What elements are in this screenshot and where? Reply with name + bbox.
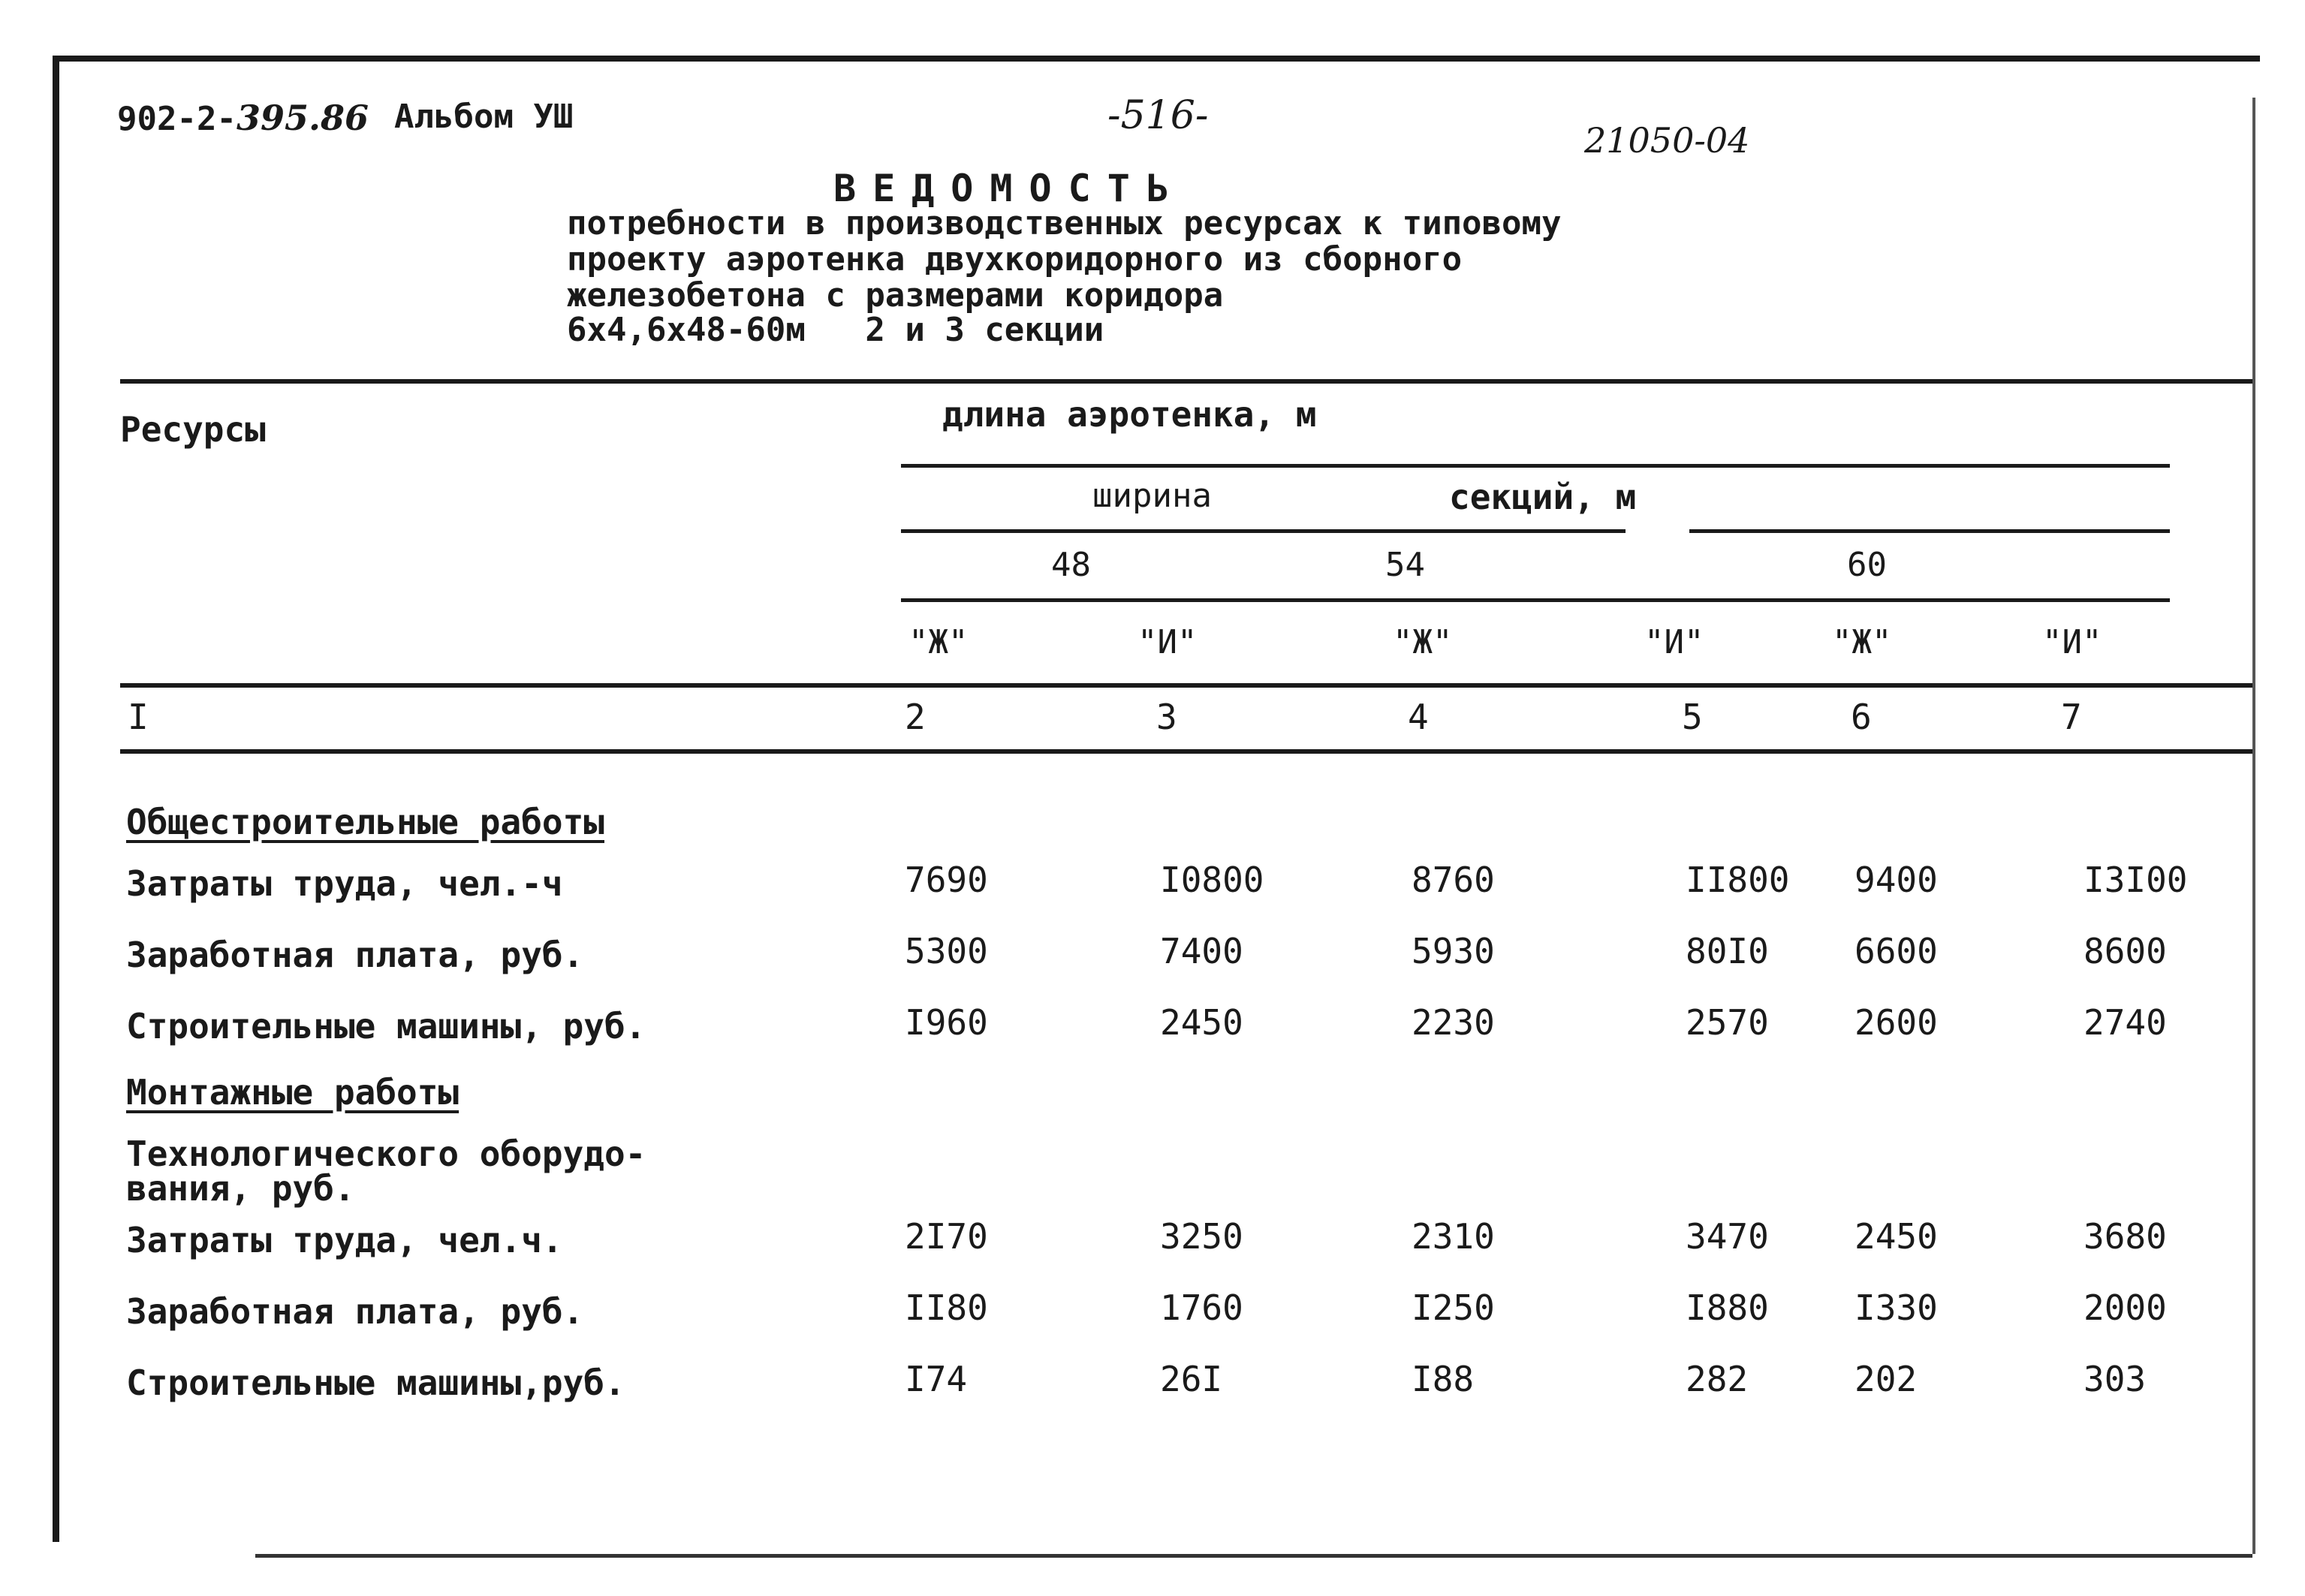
table-cell: 2000 [2084,1287,2167,1328]
length-header: длина аэротенка, м [942,394,1317,435]
table-cell: 2310 [1412,1216,1495,1257]
sections-header: секций, м [1449,477,1637,517]
group-48: 48 [1051,546,1091,584]
subtitle-line-1: потребности в производственных ресурсах к типовому [567,204,1562,242]
subcol-header-4: "Ж" [1393,623,1453,661]
row-label: Затраты труда, чел.ч. [126,1220,563,1260]
table-cell: 2450 [1160,1002,1243,1043]
document-code [117,98,369,138]
table-cell: 282 [1686,1359,1749,1399]
document-number: 21050-04 [1584,120,1750,161]
table-cell: II80 [905,1287,988,1328]
width-underline-left [901,529,1626,533]
table-cell: 8600 [2084,931,2167,971]
column-number-1: I [128,697,149,737]
frame-bottom-border [255,1554,2252,1558]
code-handwritten: 395.86 [236,98,369,138]
header-bottom-rule [120,683,2252,688]
subtitle-line-2: проекту аэротенка двухкоридорного из сборного [567,240,1463,279]
width-header: ширина [1092,477,1212,515]
table-cell: 303 [2084,1359,2147,1399]
resources-header: Ресурсы [120,409,266,450]
section-note-line-1: Технологического оборудо- [126,1134,646,1174]
subcol-header-7: "И" [2042,623,2102,661]
table-cell: 3680 [2084,1216,2167,1257]
column-number-7: 7 [2061,697,2082,737]
group-60: 60 [1847,546,1887,584]
table-cell: 3470 [1686,1216,1769,1257]
code-prefix: 902-2- [117,100,237,138]
groups-underline [901,598,2170,602]
row-label: Строительные машины, руб. [126,1006,646,1046]
table-cell: 2I70 [905,1216,988,1257]
table-cell: 5930 [1412,931,1495,971]
table-cell: I960 [905,1002,988,1043]
table-cell: II800 [1686,860,1790,900]
section-installation: Монтажные работы [126,1072,459,1113]
subtitle-line-4: 6х4,6х48-60м 2 и 3 секции [567,311,1104,349]
album-label: Альбом УШ [394,98,574,136]
length-underline [901,464,2170,468]
section-note-line-2: вания, руб. [126,1168,355,1209]
column-number-3: 3 [1156,697,1177,737]
page-number: -516- [1107,93,1209,138]
row-label: Заработная плата, руб. [126,1291,584,1332]
table-cell: I74 [905,1359,968,1399]
row-label: Строительные машины,руб. [126,1363,625,1403]
column-number-6: 6 [1851,697,1872,737]
subtitle-line-3: железобетона с размерами коридора [567,276,1224,315]
width-underline-right [1689,529,2170,533]
table-cell: 202 [1855,1359,1918,1399]
table-cell: I330 [1855,1287,1938,1328]
frame-top-border [53,56,2260,62]
section-general-construction: Общестроительные работы [126,802,604,842]
table-cell: 26I [1160,1359,1223,1399]
table-cell: 2230 [1412,1002,1495,1043]
table-cell: 2450 [1855,1216,1938,1257]
table-cell: 7690 [905,860,988,900]
table-cell: I880 [1686,1287,1769,1328]
table-cell: I3I00 [2084,860,2188,900]
table-cell: 80I0 [1686,931,1769,971]
table-cell: 1760 [1160,1287,1243,1328]
table-cell: 6600 [1855,931,1938,971]
group-54: 54 [1385,546,1425,584]
table-cell: 2740 [2084,1002,2167,1043]
row-label: Затраты труда, чел.-ч [126,863,563,904]
document-title: ВЕДОМОСТЬ [833,167,1186,210]
table-cell: 5300 [905,931,988,971]
numbers-bottom-rule [120,749,2252,754]
subcol-header-5: "И" [1644,623,1704,661]
subcol-header-3: "И" [1137,623,1198,661]
frame-left-border [53,56,59,1542]
table-cell: 9400 [1855,860,1938,900]
subcol-header-6: "Ж" [1832,623,1892,661]
table-cell: I250 [1412,1287,1495,1328]
frame-right-border [2252,98,2255,1554]
column-number-2: 2 [905,697,926,737]
subcol-header-2: "Ж" [908,623,969,661]
row-label: Заработная плата, руб. [126,935,584,975]
table-cell: 2570 [1686,1002,1769,1043]
table-cell: 2600 [1855,1002,1938,1043]
table-top-rule [120,379,2252,384]
column-number-5: 5 [1682,697,1703,737]
table-cell: 8760 [1412,860,1495,900]
column-number-4: 4 [1408,697,1429,737]
table-cell: I88 [1412,1359,1475,1399]
table-cell: 7400 [1160,931,1243,971]
table-cell: I0800 [1160,860,1264,900]
table-cell: 3250 [1160,1216,1243,1257]
